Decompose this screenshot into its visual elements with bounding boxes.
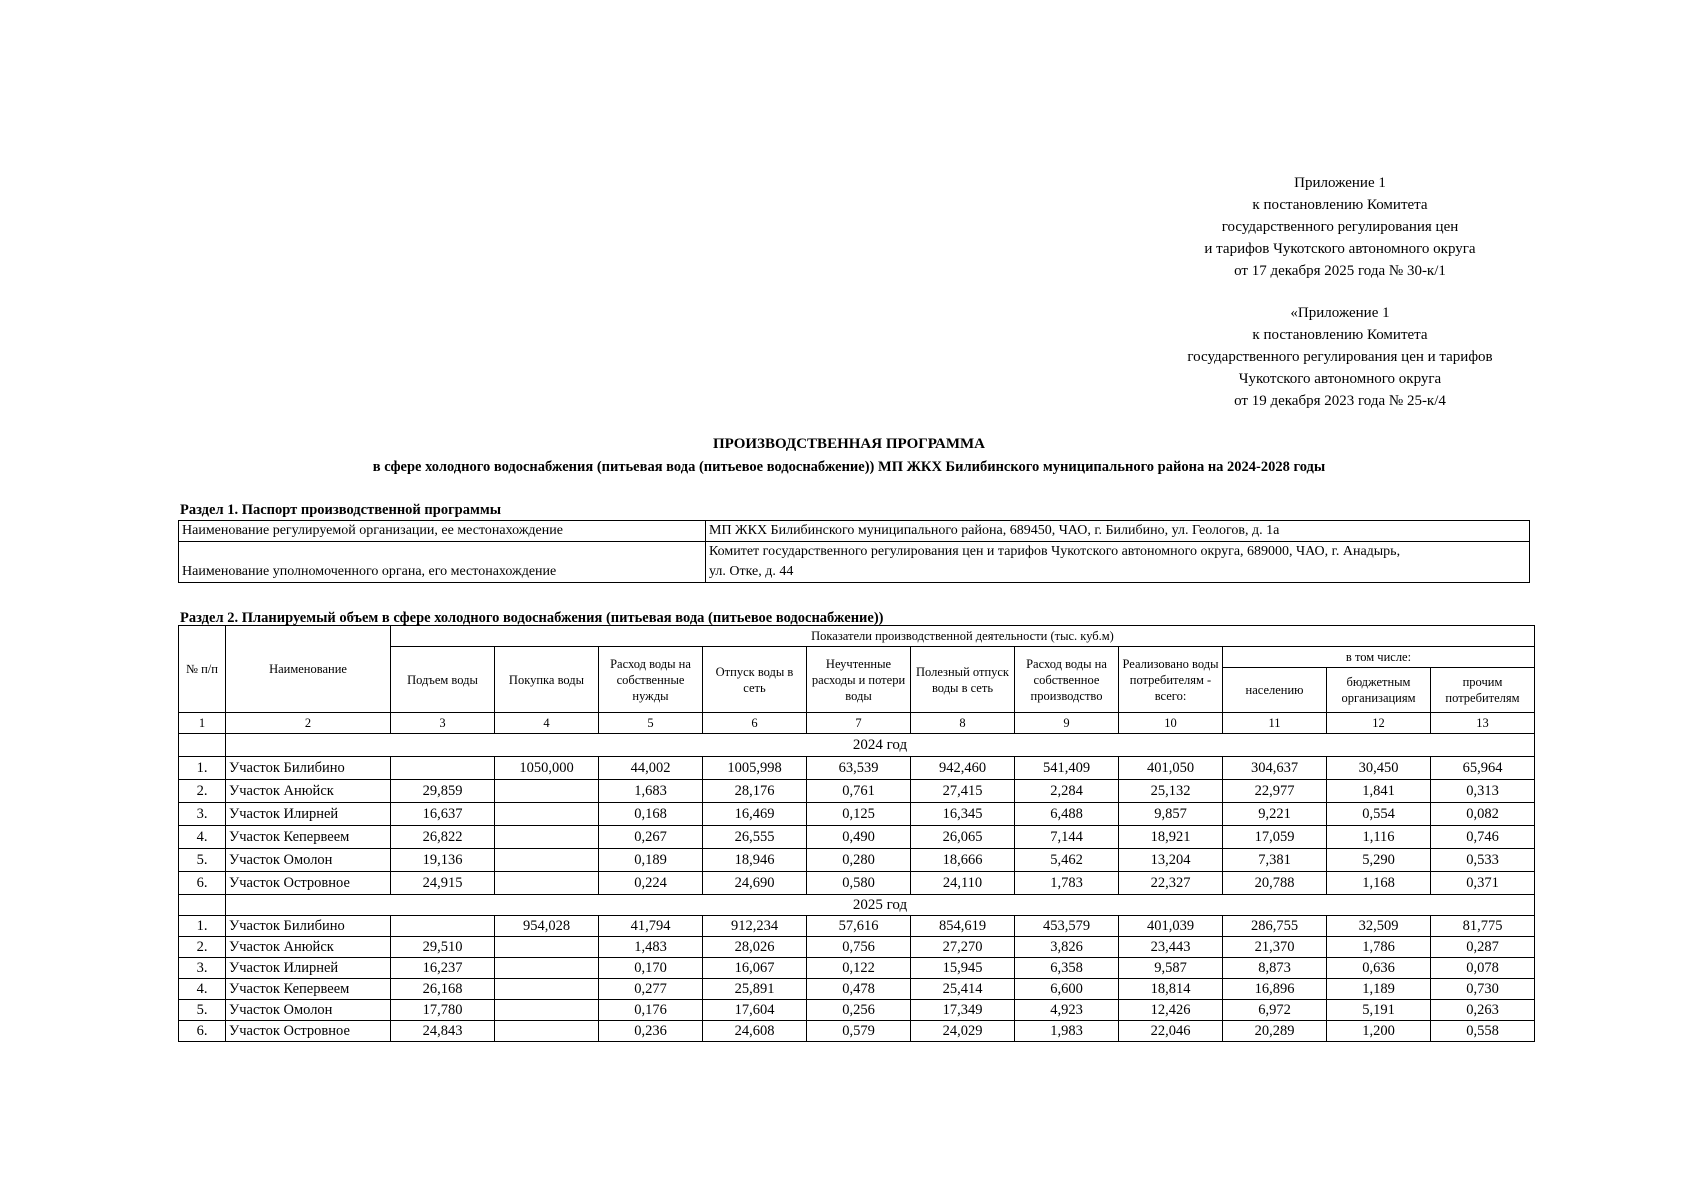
annex-line: «Приложение 1 — [1290, 305, 1390, 321]
row-name: Участок Анюйск — [226, 937, 391, 958]
value-cell: 1050,000 — [495, 757, 599, 780]
row-number: 1. — [179, 916, 226, 937]
value-cell: 1,200 — [1327, 1021, 1431, 1042]
table-row — [179, 849, 1535, 872]
value-cell: 5,191 — [1327, 1000, 1431, 1021]
value-cell: 9,221 — [1223, 803, 1327, 826]
value-cell: 4,923 — [1015, 1000, 1119, 1021]
passport-value-line: Комитет государственного регулирования цен и тарифов Чукотского автономного округа, 689000, ЧАО, г. Анадырь, — [709, 544, 1401, 559]
value-cell: 17,059 — [1223, 826, 1327, 849]
row-name: Участок Омолон — [226, 849, 391, 872]
table-row — [179, 757, 1535, 780]
row-name: Участок Кепервеем — [226, 979, 391, 1000]
passport-row — [179, 542, 1530, 583]
column-number: 5 — [599, 713, 703, 734]
value-cell: 63,539 — [807, 757, 911, 780]
value-cell: 13,204 — [1119, 849, 1223, 872]
value-cell: 18,946 — [703, 849, 807, 872]
value-cell: 1,116 — [1327, 826, 1431, 849]
value-cell: 954,028 — [495, 916, 599, 937]
row-number: 6. — [179, 872, 226, 895]
annex-line: государственного регулирования цен и тарифов — [1187, 349, 1493, 365]
header-col: Полезный отпуск воды в сеть — [911, 647, 1015, 713]
value-cell: 7,144 — [1015, 826, 1119, 849]
column-number: 6 — [703, 713, 807, 734]
value-cell: 24,690 — [703, 872, 807, 895]
row-name: Участок Илирней — [226, 958, 391, 979]
value-cell: 25,891 — [703, 979, 807, 1000]
row-name: Участок Островное — [226, 1021, 391, 1042]
header-group: Показатели производственной деятельности (тыс. куб.м) — [391, 626, 1535, 647]
header-col: Отпуск воды в сеть — [703, 647, 807, 713]
value-cell: 81,775 — [1431, 916, 1535, 937]
document-title: ПРОИЗВОДСТВЕННАЯ ПРОГРАММА — [712, 436, 985, 452]
value-cell: 0,267 — [599, 826, 703, 849]
value-cell: 0,078 — [1431, 958, 1535, 979]
value-cell: 5,462 — [1015, 849, 1119, 872]
column-number: 12 — [1327, 713, 1431, 734]
year-blank-cell — [179, 895, 226, 916]
value-cell: 25,132 — [1119, 780, 1223, 803]
value-cell: 1,783 — [1015, 872, 1119, 895]
value-cell — [495, 872, 599, 895]
year-label: 2025 год — [226, 895, 1535, 916]
header-num: № п/п — [179, 626, 226, 713]
table-row — [179, 780, 1535, 803]
table-row — [179, 826, 1535, 849]
value-cell: 0,730 — [1431, 979, 1535, 1000]
row-number: 3. — [179, 803, 226, 826]
value-cell: 65,964 — [1431, 757, 1535, 780]
value-cell: 0,263 — [1431, 1000, 1535, 1021]
value-cell: 28,176 — [703, 780, 807, 803]
header-col: Покупка воды — [495, 647, 599, 713]
column-number: 9 — [1015, 713, 1119, 734]
column-number: 11 — [1223, 713, 1327, 734]
value-cell: 16,237 — [391, 958, 495, 979]
value-cell: 1,483 — [599, 937, 703, 958]
value-cell — [495, 1021, 599, 1042]
value-cell: 854,619 — [911, 916, 1015, 937]
column-number: 13 — [1431, 713, 1535, 734]
value-cell: 401,039 — [1119, 916, 1223, 937]
value-cell: 0,371 — [1431, 872, 1535, 895]
row-number: 6. — [179, 1021, 226, 1042]
column-number: 4 — [495, 713, 599, 734]
column-number: 7 — [807, 713, 911, 734]
year-label: 2024 год — [226, 734, 1535, 757]
value-cell: 44,002 — [599, 757, 703, 780]
value-cell: 453,579 — [1015, 916, 1119, 937]
value-cell: 26,168 — [391, 979, 495, 1000]
passport-value — [706, 542, 1530, 583]
value-cell: 27,270 — [911, 937, 1015, 958]
value-cell: 0,558 — [1431, 1021, 1535, 1042]
table-row — [179, 803, 1535, 826]
value-cell: 401,050 — [1119, 757, 1223, 780]
passport-row — [179, 521, 1530, 542]
header-col: прочим потребителям — [1431, 668, 1535, 713]
annex-line: и тарифов Чукотского автономного округа — [1204, 241, 1476, 257]
annex-line: государственного регулирования цен — [1221, 219, 1459, 235]
value-cell — [391, 757, 495, 780]
value-cell: 912,234 — [703, 916, 807, 937]
row-number: 4. — [179, 979, 226, 1000]
value-cell: 19,136 — [391, 849, 495, 872]
value-cell: 26,065 — [911, 826, 1015, 849]
annex-header-current — [1110, 172, 1570, 282]
value-cell: 0,478 — [807, 979, 911, 1000]
row-number: 4. — [179, 826, 226, 849]
annex-header-previous — [1110, 302, 1570, 412]
value-cell: 1,841 — [1327, 780, 1431, 803]
row-number: 5. — [179, 1000, 226, 1021]
table-row — [179, 958, 1535, 979]
header-col: бюджетным организациям — [1327, 668, 1431, 713]
value-cell: 41,794 — [599, 916, 703, 937]
row-name: Участок Билибино — [226, 757, 391, 780]
value-cell — [495, 937, 599, 958]
header-col: Реализовано воды потребителям - всего: — [1119, 647, 1223, 713]
value-cell: 28,026 — [703, 937, 807, 958]
column-number: 8 — [911, 713, 1015, 734]
value-cell — [495, 958, 599, 979]
table-row — [179, 1021, 1535, 1042]
value-cell: 22,046 — [1119, 1021, 1223, 1042]
value-cell: 17,780 — [391, 1000, 495, 1021]
value-cell: 2,284 — [1015, 780, 1119, 803]
value-cell: 25,414 — [911, 979, 1015, 1000]
annex-line: к постановлению Комитета — [1252, 197, 1428, 213]
value-cell: 7,381 — [1223, 849, 1327, 872]
value-cell: 9,857 — [1119, 803, 1223, 826]
value-cell: 16,896 — [1223, 979, 1327, 1000]
value-cell: 0,636 — [1327, 958, 1431, 979]
row-number: 5. — [179, 849, 226, 872]
value-cell: 0,287 — [1431, 937, 1535, 958]
column-number: 2 — [226, 713, 391, 734]
value-cell: 0,176 — [599, 1000, 703, 1021]
value-cell — [495, 979, 599, 1000]
value-cell: 16,067 — [703, 958, 807, 979]
value-cell: 1,786 — [1327, 937, 1431, 958]
value-cell: 24,110 — [911, 872, 1015, 895]
header-name: Наименование — [226, 626, 391, 713]
header-subgroup: в том числе: — [1223, 647, 1535, 668]
value-cell: 27,415 — [911, 780, 1015, 803]
row-number: 1. — [179, 757, 226, 780]
table-row — [179, 979, 1535, 1000]
value-cell: 0,224 — [599, 872, 703, 895]
value-cell: 0,122 — [807, 958, 911, 979]
value-cell: 0,580 — [807, 872, 911, 895]
value-cell: 24,029 — [911, 1021, 1015, 1042]
value-cell: 24,608 — [703, 1021, 807, 1042]
value-cell: 57,616 — [807, 916, 911, 937]
value-cell: 24,843 — [391, 1021, 495, 1042]
value-cell: 0,170 — [599, 958, 703, 979]
annex-line: Приложение 1 — [1294, 175, 1386, 191]
value-cell: 1,189 — [1327, 979, 1431, 1000]
year-blank-cell — [179, 734, 226, 757]
value-cell: 20,788 — [1223, 872, 1327, 895]
value-cell: 0,082 — [1431, 803, 1535, 826]
value-cell: 0,533 — [1431, 849, 1535, 872]
table-row — [179, 872, 1535, 895]
value-cell: 16,345 — [911, 803, 1015, 826]
value-cell: 17,349 — [911, 1000, 1015, 1021]
row-name: Участок Островное — [226, 872, 391, 895]
header-col: населению — [1223, 668, 1327, 713]
row-name: Участок Илирней — [226, 803, 391, 826]
row-name: Участок Омолон — [226, 1000, 391, 1021]
passport-label: Наименование уполномоченного органа, его местонахождение — [179, 542, 706, 583]
value-cell: 26,822 — [391, 826, 495, 849]
value-cell: 18,814 — [1119, 979, 1223, 1000]
value-cell: 18,921 — [1119, 826, 1223, 849]
value-cell: 8,873 — [1223, 958, 1327, 979]
value-cell — [495, 780, 599, 803]
value-cell: 1,168 — [1327, 872, 1431, 895]
volumes-table — [178, 625, 1535, 1042]
value-cell: 23,443 — [1119, 937, 1223, 958]
passport-value: МП ЖКХ Билибинского муниципального района, 689450, ЧАО, г. Билибино, ул. Геологов, д. 1а — [706, 521, 1530, 542]
value-cell: 6,358 — [1015, 958, 1119, 979]
value-cell: 541,409 — [1015, 757, 1119, 780]
value-cell: 1,683 — [599, 780, 703, 803]
annex-line: к постановлению Комитета — [1252, 327, 1428, 343]
annex-line: от 17 декабря 2025 года № 30-к/1 — [1234, 263, 1446, 279]
value-cell: 32,509 — [1327, 916, 1431, 937]
value-cell: 6,972 — [1223, 1000, 1327, 1021]
value-cell: 24,915 — [391, 872, 495, 895]
column-number: 10 — [1119, 713, 1223, 734]
value-cell: 20,289 — [1223, 1021, 1327, 1042]
value-cell: 0,554 — [1327, 803, 1431, 826]
value-cell: 22,327 — [1119, 872, 1223, 895]
row-number: 3. — [179, 958, 226, 979]
value-cell: 0,168 — [599, 803, 703, 826]
column-number: 3 — [391, 713, 495, 734]
value-cell: 16,637 — [391, 803, 495, 826]
row-number: 2. — [179, 937, 226, 958]
value-cell — [495, 803, 599, 826]
header-col: Расход воды на собственные нужды — [599, 647, 703, 713]
header-col: Расход воды на собственное производство — [1015, 647, 1119, 713]
value-cell — [495, 1000, 599, 1021]
value-cell — [495, 849, 599, 872]
value-cell: 0,189 — [599, 849, 703, 872]
value-cell: 6,488 — [1015, 803, 1119, 826]
row-name: Участок Кепервеем — [226, 826, 391, 849]
value-cell: 22,977 — [1223, 780, 1327, 803]
header-col: Неучтенные расходы и потери воды — [807, 647, 911, 713]
passport-label: Наименование регулируемой организации, ее местонахождение — [179, 521, 706, 542]
value-cell: 0,313 — [1431, 780, 1535, 803]
value-cell: 5,290 — [1327, 849, 1431, 872]
value-cell: 21,370 — [1223, 937, 1327, 958]
value-cell: 1,983 — [1015, 1021, 1119, 1042]
value-cell: 304,637 — [1223, 757, 1327, 780]
value-cell: 15,945 — [911, 958, 1015, 979]
value-cell: 0,125 — [807, 803, 911, 826]
value-cell: 16,469 — [703, 803, 807, 826]
value-cell: 17,604 — [703, 1000, 807, 1021]
value-cell: 29,510 — [391, 937, 495, 958]
value-cell: 0,256 — [807, 1000, 911, 1021]
passport-value-line: ул. Отке, д. 44 — [709, 564, 794, 579]
column-number: 1 — [179, 713, 226, 734]
passport-table — [178, 520, 1530, 583]
section-1-heading: Раздел 1. Паспорт производственной программы — [180, 502, 502, 518]
value-cell: 0,579 — [807, 1021, 911, 1042]
value-cell: 30,450 — [1327, 757, 1431, 780]
value-cell: 12,426 — [1119, 1000, 1223, 1021]
value-cell: 3,826 — [1015, 937, 1119, 958]
row-name: Участок Анюйск — [226, 780, 391, 803]
value-cell: 0,236 — [599, 1021, 703, 1042]
value-cell — [391, 916, 495, 937]
value-cell: 942,460 — [911, 757, 1015, 780]
row-name: Участок Билибино — [226, 916, 391, 937]
value-cell: 0,277 — [599, 979, 703, 1000]
header-col: Подъем воды — [391, 647, 495, 713]
annex-line: Чукотского автономного округа — [1238, 371, 1442, 387]
annex-line: от 19 декабря 2023 года № 25-к/4 — [1234, 393, 1446, 409]
value-cell: 9,587 — [1119, 958, 1223, 979]
value-cell: 26,555 — [703, 826, 807, 849]
row-number: 2. — [179, 780, 226, 803]
document-subtitle: в сфере холодного водоснабжения (питьевая вода (питьевое водоснабжение)) МП ЖКХ Билибинского муниципального района на 2024-2028 годы — [372, 459, 1326, 475]
section-2-heading: Раздел 2. Планируемый объем в сфере холодного водоснабжения (питьевая вода (питьевое водоснабжение)) — [180, 610, 884, 626]
value-cell: 1005,998 — [703, 757, 807, 780]
value-cell: 0,490 — [807, 826, 911, 849]
value-cell: 18,666 — [911, 849, 1015, 872]
table-row — [179, 937, 1535, 958]
value-cell — [495, 826, 599, 849]
value-cell: 0,280 — [807, 849, 911, 872]
table-row — [179, 1000, 1535, 1021]
value-cell: 0,746 — [1431, 826, 1535, 849]
value-cell: 0,761 — [807, 780, 911, 803]
value-cell: 29,859 — [391, 780, 495, 803]
value-cell: 0,756 — [807, 937, 911, 958]
value-cell: 6,600 — [1015, 979, 1119, 1000]
value-cell: 286,755 — [1223, 916, 1327, 937]
table-row — [179, 916, 1535, 937]
